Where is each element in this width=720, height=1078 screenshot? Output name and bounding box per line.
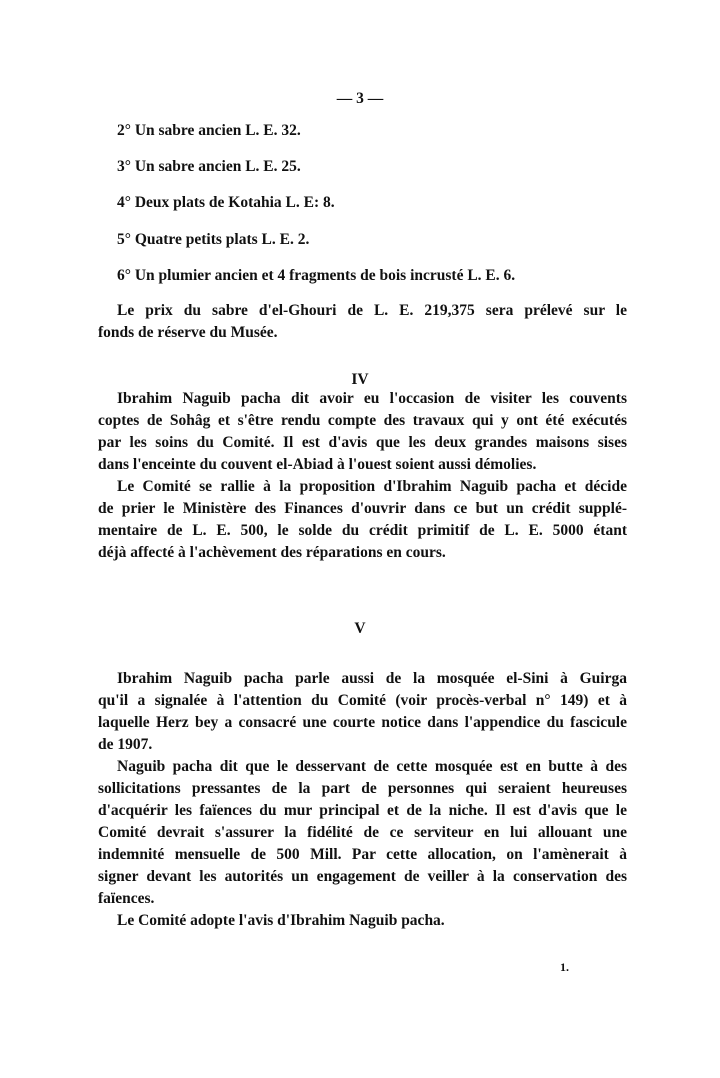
list-item: 6° Un plumier ancien et 4 fragments de bois incrusté L. E. 6.: [117, 267, 516, 284]
text-line: dans l'enceinte du couvent el-Abiad à l'ouest soient aussi démolies.: [98, 456, 537, 473]
text-line: Comité devrait s'assurer la fidélité de ce serviteur en lui allouant une: [98, 824, 627, 841]
text-line: qu'il a signalée à l'attention du Comité (voir procès-verbal n° 149) et à: [98, 692, 627, 709]
text-line: laquelle Herz bey a consacré une courte notice dans l'appendice du fascicule: [98, 714, 627, 731]
list-item: 3° Un sabre ancien L. E. 25.: [117, 158, 301, 175]
signature-mark: 1.: [560, 960, 569, 974]
text-line: signer devant les autorités un engagement de veiller à la conservation des: [98, 868, 627, 885]
list-item: 5° Quatre petits plats L. E. 2.: [117, 231, 310, 248]
list-item: 4° Deux plats de Kotahia L. E: 8.: [117, 194, 335, 211]
text-line: de 1907.: [98, 736, 153, 753]
text-line: déjà affecté à l'achèvement des réparations en cours.: [98, 544, 446, 561]
page-number: — 3 —: [336, 90, 384, 107]
text-line: faïences.: [98, 890, 155, 907]
text-line: Ibrahim Naguib pacha parle aussi de la mosquée el-Sini à Guirga: [117, 670, 627, 687]
text-line: sollicitations pressantes de la part de personnes qui seraient heureuses: [98, 780, 627, 797]
text-line: fonds de réserve du Musée.: [98, 324, 278, 341]
text-line: Ibrahim Naguib pacha dit avoir eu l'occasion de visiter les couvents: [117, 390, 627, 407]
price-paragraph: [98, 300, 627, 344]
text-line: Le prix du sabre d'el-Ghouri de L. E. 219,375 sera prélevé sur le: [117, 302, 627, 319]
paragraph: [98, 668, 627, 932]
text-line: mentaire de L. E. 500, le solde du crédit primitif de L. E. 5000 étant: [98, 522, 627, 539]
paragraph: [98, 388, 627, 564]
text-line: par les soins du Comité. Il est d'avis que les deux grandes maisons sises: [98, 434, 627, 451]
list-item: 2° Un sabre ancien L. E. 32.: [117, 122, 301, 139]
text-line: coptes de Sohâg et s'être rendu compte des travaux qui y ont été exécutés: [98, 412, 627, 429]
text-line: Naguib pacha dit que le desservant de cette mosquée est en butte à des: [117, 758, 627, 775]
text-line: indemnité mensuelle de 500 Mill. Par cette allocation, on l'amènerait à: [98, 846, 627, 863]
text-line: de prier le Ministère des Finances d'ouvrir dans ce but un crédit supplé-: [98, 500, 627, 517]
text-line: d'acquérir les faïences du mur principal et de la niche. Il est d'avis que le: [98, 802, 627, 819]
section-heading-v: V: [354, 620, 366, 637]
section-heading-iv: IV: [351, 371, 369, 388]
text-line: Le Comité adopte l'avis d'Ibrahim Naguib pacha.: [117, 912, 445, 929]
text-line: Le Comité se rallie à la proposition d'Ibrahim Naguib pacha et décide: [117, 478, 627, 495]
